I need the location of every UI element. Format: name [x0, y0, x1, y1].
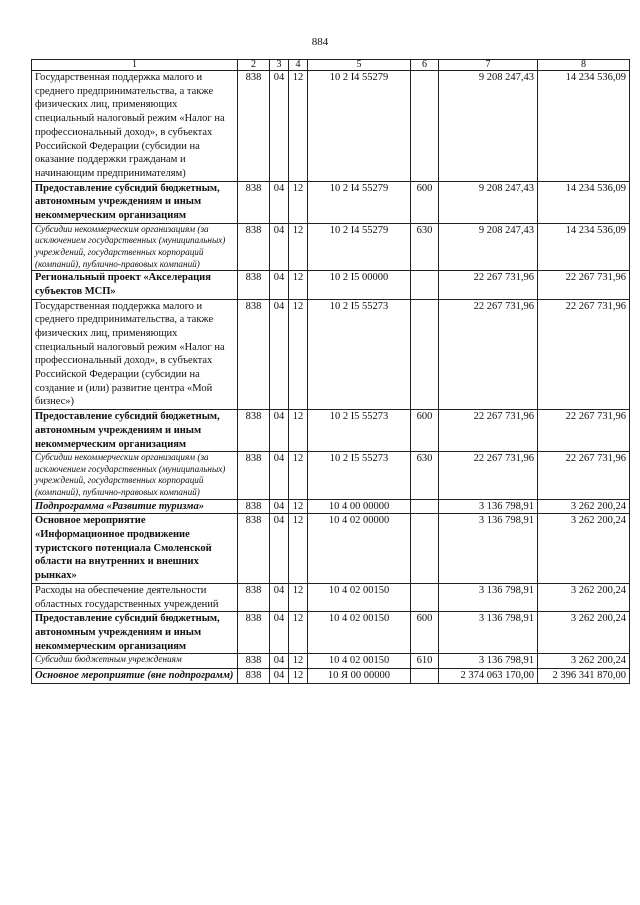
cell-target-article: 10 2 I5 55273 [308, 452, 411, 499]
cell-subsection: 12 [289, 583, 308, 611]
cell-expense-type [411, 583, 439, 611]
column-header: 5 [308, 60, 411, 71]
cell-target-article: 10 4 02 00150 [308, 612, 411, 654]
column-header: 8 [538, 60, 630, 71]
cell-amount-year2: 22 267 731,96 [538, 299, 630, 410]
cell-section: 04 [270, 612, 289, 654]
cell-ministry-code: 838 [238, 271, 270, 299]
cell-expense-type: 610 [411, 654, 439, 669]
cell-target-article: 10 2 I4 55279 [308, 181, 411, 223]
cell-amount-year2: 2 396 341 870,00 [538, 669, 630, 684]
cell-amount-year1: 3 136 798,91 [439, 612, 538, 654]
cell-ministry-code: 838 [238, 410, 270, 452]
cell-target-article: 10 2 I5 55273 [308, 410, 411, 452]
table-row [32, 223, 630, 270]
cell-expense-type [411, 499, 439, 514]
cell-target-article: 10 4 00 00000 [308, 499, 411, 514]
cell-name: Подпрограмма «Развитие туризма» [32, 499, 238, 514]
cell-expense-type: 600 [411, 181, 439, 223]
cell-target-article: 10 Я 00 00000 [308, 669, 411, 684]
cell-amount-year1: 22 267 731,96 [439, 299, 538, 410]
cell-expense-type: 600 [411, 410, 439, 452]
cell-subsection: 12 [289, 299, 308, 410]
cell-section: 04 [270, 452, 289, 499]
cell-amount-year2: 3 262 200,24 [538, 514, 630, 584]
cell-target-article: 10 2 I4 55279 [308, 223, 411, 270]
cell-amount-year2: 22 267 731,96 [538, 410, 630, 452]
cell-target-article: 10 2 I5 55273 [308, 299, 411, 410]
cell-ministry-code: 838 [238, 299, 270, 410]
cell-ministry-code: 838 [238, 499, 270, 514]
cell-amount-year1: 9 208 247,43 [439, 181, 538, 223]
cell-expense-type: 630 [411, 452, 439, 499]
page-number: 884 [311, 36, 329, 48]
table-row [32, 271, 630, 299]
cell-section: 04 [270, 71, 289, 182]
column-header: 7 [439, 60, 538, 71]
table-row [32, 583, 630, 611]
column-header: 4 [289, 60, 308, 71]
cell-subsection: 12 [289, 452, 308, 499]
table-row [32, 612, 630, 654]
cell-ministry-code: 838 [238, 612, 270, 654]
cell-target-article: 10 4 02 00150 [308, 654, 411, 669]
cell-ministry-code: 838 [238, 669, 270, 684]
cell-amount-year1: 3 136 798,91 [439, 654, 538, 669]
cell-target-article: 10 2 I4 55279 [308, 71, 411, 182]
table-row [32, 71, 630, 182]
cell-name: Предоставление субсидий бюджетным, автономным учреждениям и иным некоммерческим организациям [32, 410, 238, 452]
column-header: 1 [32, 60, 238, 71]
cell-name: Государственная поддержка малого и среднего предпринимательства, а также физических лиц, применяющих специальный налоговый режим «Налог на профессиональный доход», в субъектах Российской Федерации (субсидии на оказание поддержки гражданам и начинающим предпринимателям) [32, 71, 238, 182]
cell-ministry-code: 838 [238, 71, 270, 182]
cell-amount-year1: 3 136 798,91 [439, 514, 538, 584]
cell-subsection: 12 [289, 271, 308, 299]
cell-section: 04 [270, 271, 289, 299]
cell-section: 04 [270, 514, 289, 584]
cell-ministry-code: 838 [238, 223, 270, 270]
cell-expense-type [411, 71, 439, 182]
cell-ministry-code: 838 [238, 514, 270, 584]
cell-target-article: 10 2 I5 00000 [308, 271, 411, 299]
cell-section: 04 [270, 499, 289, 514]
cell-amount-year1: 22 267 731,96 [439, 452, 538, 499]
cell-amount-year1: 22 267 731,96 [439, 410, 538, 452]
cell-expense-type [411, 271, 439, 299]
cell-amount-year2: 3 262 200,24 [538, 654, 630, 669]
cell-amount-year2: 3 262 200,24 [538, 583, 630, 611]
cell-expense-type [411, 299, 439, 410]
table-row [32, 299, 630, 410]
cell-name: Предоставление субсидий бюджетным, автономным учреждениям и иным некоммерческим организациям [32, 181, 238, 223]
cell-ministry-code: 838 [238, 181, 270, 223]
header-row [32, 60, 630, 71]
cell-ministry-code: 838 [238, 452, 270, 499]
cell-name: Основное мероприятие «Информационное продвижение туристского потенциала Смоленской области на внутренних и внешних рынках» [32, 514, 238, 584]
cell-subsection: 12 [289, 499, 308, 514]
cell-section: 04 [270, 654, 289, 669]
cell-ministry-code: 838 [238, 583, 270, 611]
cell-target-article: 10 4 02 00000 [308, 514, 411, 584]
cell-amount-year2: 22 267 731,96 [538, 271, 630, 299]
cell-subsection: 12 [289, 669, 308, 684]
cell-subsection: 12 [289, 612, 308, 654]
cell-subsection: 12 [289, 410, 308, 452]
cell-expense-type: 600 [411, 612, 439, 654]
cell-section: 04 [270, 223, 289, 270]
cell-amount-year1: 3 136 798,91 [439, 499, 538, 514]
column-header: 3 [270, 60, 289, 71]
cell-name: Субсидии некоммерческим организациям (за исключением государственных (муниципальных) учреждений, государственных корпораций (компаний), публично-правовых компаний) [32, 452, 238, 499]
cell-amount-year1: 3 136 798,91 [439, 583, 538, 611]
cell-amount-year1: 22 267 731,96 [439, 271, 538, 299]
cell-expense-type: 630 [411, 223, 439, 270]
cell-name: Предоставление субсидий бюджетным, автономным учреждениям и иным некоммерческим организациям [32, 612, 238, 654]
cell-section: 04 [270, 299, 289, 410]
table-row [32, 654, 630, 669]
cell-target-article: 10 4 02 00150 [308, 583, 411, 611]
table-row [32, 181, 630, 223]
table-row [32, 499, 630, 514]
cell-subsection: 12 [289, 654, 308, 669]
cell-subsection: 12 [289, 181, 308, 223]
column-header: 2 [238, 60, 270, 71]
cell-section: 04 [270, 181, 289, 223]
cell-amount-year1: 9 208 247,43 [439, 71, 538, 182]
cell-amount-year2: 22 267 731,96 [538, 452, 630, 499]
cell-section: 04 [270, 583, 289, 611]
column-header: 6 [411, 60, 439, 71]
cell-ministry-code: 838 [238, 654, 270, 669]
cell-amount-year1: 2 374 063 170,00 [439, 669, 538, 684]
cell-name: Субсидии бюджетным учреждениям [32, 654, 238, 669]
cell-name: Государственная поддержка малого и среднего предпринимательства, а также физических лиц, применяющих специальный налоговый режим «Налог на профессиональный доход», в субъектах Российской Федерации (субсидии на создание и (или) развитие центра «Мой бизнес») [32, 299, 238, 410]
cell-section: 04 [270, 669, 289, 684]
table-row [32, 410, 630, 452]
cell-name: Основное мероприятие (вне подпрограмм) [32, 669, 238, 684]
cell-subsection: 12 [289, 71, 308, 182]
budget-table [31, 59, 630, 684]
cell-amount-year2: 3 262 200,24 [538, 499, 630, 514]
cell-subsection: 12 [289, 514, 308, 584]
cell-section: 04 [270, 410, 289, 452]
cell-expense-type [411, 514, 439, 584]
cell-subsection: 12 [289, 223, 308, 270]
table-row [32, 452, 630, 499]
cell-name: Расходы на обеспечение деятельности областных государственных учреждений [32, 583, 238, 611]
cell-expense-type [411, 669, 439, 684]
table-row [32, 669, 630, 684]
cell-amount-year1: 9 208 247,43 [439, 223, 538, 270]
cell-name: Субсидии некоммерческим организациям (за исключением государственных (муниципальных) учреждений, государственных корпораций (компаний), публично-правовых компаний) [32, 223, 238, 270]
cell-amount-year2: 14 234 536,09 [538, 71, 630, 182]
cell-name: Региональный проект «Акселерация субъектов МСП» [32, 271, 238, 299]
table-row [32, 514, 630, 584]
cell-amount-year2: 3 262 200,24 [538, 612, 630, 654]
cell-amount-year2: 14 234 536,09 [538, 181, 630, 223]
cell-amount-year2: 14 234 536,09 [538, 223, 630, 270]
